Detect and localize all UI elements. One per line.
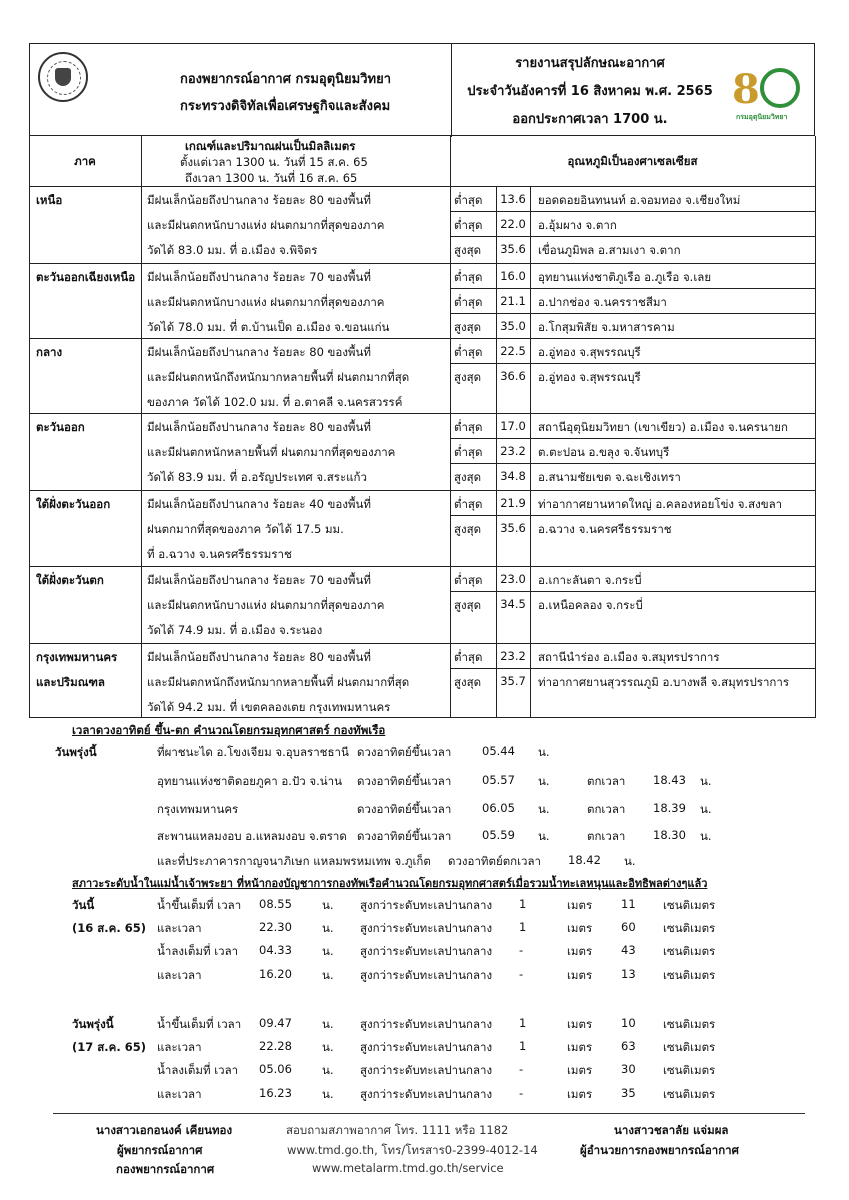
temp-value: 36.6 <box>500 369 526 383</box>
tide-time-unit: น. <box>322 1087 334 1101</box>
table-rule <box>29 717 816 718</box>
sun-place: อุทยานแห่งชาติดอยภูคา อ.ปัว จ.น่าน <box>157 774 342 788</box>
table-rule <box>450 236 815 237</box>
tide-desc: สูงกว่าระดับทะเลปานกลาง <box>360 898 493 912</box>
sun-last-time: 18.42 <box>568 853 601 867</box>
region-name: ใต้ฝั่งตะวันออก <box>36 497 111 511</box>
table-rule <box>450 463 815 464</box>
sun-rise-label: ดวงอาทิตย์ขึ้นเวลา <box>357 829 452 843</box>
table-rule <box>450 363 815 364</box>
sun-title: เวลาดวงอาทิตย์ ขึ้น-ตก คำนวณโดยกรมอุทกศาสตร์ กองทัพเรือ <box>72 723 386 737</box>
rain-description-line: ของภาค วัดได้ 102.0 มม. ที่ อ.ตาคลี จ.นครสวรรค์ <box>147 395 403 409</box>
tide-cm: 13 <box>621 967 636 981</box>
temp-place: อ.เกาะลันตา จ.กระบี่ <box>538 573 642 587</box>
tide-time-unit: น. <box>322 968 334 982</box>
temp-kind: ต่ำสุด <box>454 295 483 309</box>
contact-service-link[interactable]: www.metalarm.tmd.go.th/service <box>312 1161 504 1175</box>
temp-place: ท่าอากาศยานสุวรรณภูมิ อ.บางพลี จ.สมุทรปราการ <box>538 675 789 689</box>
temp-value: 35.6 <box>500 521 526 535</box>
temp-value: 21.9 <box>500 496 526 510</box>
sun-day-label: วันพรุ่งนี้ <box>55 745 97 759</box>
rain-description-line: ฝนตกมากที่สุดของภาค วัดได้ 17.5 มม. <box>147 522 344 536</box>
rain-description-line: และมีฝนตกหนักถึงหนักมากหลายพื้นที่ ฝนตกมากที่สุด <box>147 675 410 689</box>
temp-value: 23.2 <box>500 444 526 458</box>
sun-place: สะพานแหลมงอบ อ.แหลมงอบ จ.ตราด <box>157 829 347 843</box>
contact-phone: สอบถามสภาพอากาศ โทร. 1111 หรือ 1182 <box>286 1123 509 1137</box>
temp-kind: ต่ำสุด <box>454 650 483 664</box>
rain-description-line: และมีฝนตกหนักถึงหนักมากหลายพื้นที่ ฝนตกมากที่สุด <box>147 370 410 384</box>
director-name: นางสาวชลาลัย แจ่มผล <box>614 1123 729 1137</box>
tide-time-unit: น. <box>322 944 334 958</box>
sun-set-label: ตกเวลา <box>587 774 626 788</box>
table-rule <box>29 338 815 339</box>
table-rule <box>450 668 815 669</box>
tide-time-unit: น. <box>322 898 334 912</box>
logo-caption: กรมอุตุนิยมวิทยา <box>736 113 788 121</box>
sun-rise-time: 05.59 <box>482 828 515 842</box>
sun-last-unit: น. <box>624 854 636 868</box>
table-rule <box>450 211 815 212</box>
sun-unit: น. <box>538 802 550 816</box>
tide-time-unit: น. <box>322 1017 334 1031</box>
sun-set-time: 18.39 <box>653 801 686 815</box>
region-name-line2: และปริมณฑล <box>36 675 105 689</box>
temp-kind: ต่ำสุด <box>454 445 483 459</box>
sun-last-place: และที่ประภาคารกาญจนาภิเษก แหลมพรหมเทพ จ.ภูเก็ต <box>157 854 431 868</box>
table-rule <box>450 288 815 289</box>
header-rain-from: ตั้งแต่เวลา 1300 น. วันที่ 15 ส.ค. 65 <box>180 155 368 169</box>
rain-description-line: มีฝนเล็กน้อยถึงปานกลาง ร้อยละ 70 ของพื้นที่ <box>147 573 371 587</box>
org-line2: กระทรวงดิจิทัลเพื่อเศรษฐกิจและสังคม <box>180 99 391 114</box>
temp-kind: สูงสุด <box>454 470 482 484</box>
tide-desc: สูงกว่าระดับทะเลปานกลาง <box>360 921 493 935</box>
tide-time: 08.55 <box>259 897 292 911</box>
sun-set-time: 18.30 <box>653 828 686 842</box>
tide-cm: 60 <box>621 920 636 934</box>
temp-value: 34.5 <box>500 597 526 611</box>
sun-set-time: 18.43 <box>653 773 686 787</box>
rain-description-line: และมีฝนตกหนักบางแห่ง ฝนตกมากที่สุดของภาค <box>147 218 385 232</box>
tide-time-unit: น. <box>322 1063 334 1077</box>
temp-place: อ.โกสุมพิสัย จ.มหาสารคาม <box>538 320 675 334</box>
temp-place: อ.อู่ทอง จ.สุพรรณบุรี <box>538 370 641 384</box>
temp-place: อ.เหนือคลอง จ.กระบี่ <box>538 598 643 612</box>
table-rule <box>29 136 30 717</box>
tide-time-unit: น. <box>322 921 334 935</box>
region-name: กรุงเทพมหานคร <box>36 650 118 664</box>
temp-value: 34.8 <box>500 469 526 483</box>
sun-set-label: ตกเวลา <box>587 802 626 816</box>
tide-cm-unit: เซนติเมตร <box>663 944 716 958</box>
temp-kind: ต่ำสุด <box>454 218 483 232</box>
table-rule <box>29 263 815 264</box>
tide-time: 05.06 <box>259 1062 292 1076</box>
tide-label: และเวลา <box>157 1087 202 1101</box>
org-line1: กองพยากรณ์อากาศ กรมอุตุนิยมวิทยา <box>180 72 392 87</box>
tide-cm: 35 <box>621 1086 636 1100</box>
forecaster-dept: กองพยากรณ์อากาศ <box>116 1162 215 1176</box>
table-rule <box>450 136 451 717</box>
tide-time: 09.47 <box>259 1016 292 1030</box>
temp-value: 35.7 <box>500 674 526 688</box>
tide-cm: 43 <box>621 943 636 957</box>
tide-cm: 63 <box>621 1039 636 1053</box>
tide-cm: 30 <box>621 1062 636 1076</box>
tide-meters: - <box>519 1062 524 1076</box>
sun-rise-label: ดวงอาทิตย์ขึ้นเวลา <box>357 802 452 816</box>
tide-label: น้ำลงเต็มที่ เวลา <box>157 944 239 958</box>
temp-kind: ต่ำสุด <box>454 345 483 359</box>
tide-label: และเวลา <box>157 968 202 982</box>
table-rule <box>141 136 142 717</box>
region-name: ตะวันออกเฉียงเหนือ <box>36 270 136 284</box>
temp-value: 23.0 <box>500 572 526 586</box>
tide-meters-unit: เมตร <box>567 1017 593 1031</box>
tide-meters-unit: เมตร <box>567 1063 593 1077</box>
temp-kind: ต่ำสุด <box>454 420 483 434</box>
tide-desc: สูงกว่าระดับทะเลปานกลาง <box>360 944 493 958</box>
tide-label: น้ำขึ้นเต็มที่ เวลา <box>157 898 242 912</box>
tide-time: 22.30 <box>259 920 292 934</box>
rain-description-line: และมีฝนตกหนักบางแห่ง ฝนตกมากที่สุดของภาค <box>147 598 385 612</box>
temp-place: ท่าอากาศยานหาดใหญ่ อ.คลองหอยโข่ง จ.สงขลา <box>538 497 783 511</box>
tide-label: และเวลา <box>157 921 202 935</box>
tide-label: และเวลา <box>157 1040 202 1054</box>
tide-desc: สูงกว่าระดับทะเลปานกลาง <box>360 1017 493 1031</box>
region-name: กลาง <box>36 345 63 359</box>
table-rule <box>815 136 816 717</box>
sun-rise-label: ดวงอาทิตย์ขึ้นเวลา <box>357 774 452 788</box>
report-header <box>29 43 815 136</box>
header-rain-to: ถึงเวลา 1300 น. วันที่ 16 ส.ค. 65 <box>185 171 358 185</box>
region-name: ใต้ฝั่งตะวันตก <box>36 573 104 587</box>
temp-place: อุทยานแห่งชาติภูเรือ อ.ภูเรือ จ.เลย <box>538 270 712 284</box>
temp-place: อ.ฉวาง จ.นครศรีธรรมราช <box>538 522 672 536</box>
temp-value: 23.2 <box>500 649 526 663</box>
tide-label: น้ำขึ้นเต็มที่ เวลา <box>157 1017 242 1031</box>
tide-meters-unit: เมตร <box>567 944 593 958</box>
tide-cm: 10 <box>621 1016 636 1030</box>
tide-meters: 1 <box>519 897 527 911</box>
tmd-seal-icon <box>38 52 88 102</box>
tide-meters: 1 <box>519 920 527 934</box>
tide-meters-unit: เมตร <box>567 1087 593 1101</box>
sun-unit: น. <box>538 829 550 843</box>
table-rule <box>450 591 815 592</box>
temp-kind: สูงสุด <box>454 522 482 536</box>
sun-rise-label: ดวงอาทิตย์ขึ้นเวลา <box>357 745 452 759</box>
tide-cm-unit: เซนติเมตร <box>663 1017 716 1031</box>
temp-value: 21.1 <box>500 294 526 308</box>
rain-description-line: มีฝนเล็กน้อยถึงปานกลาง ร้อยละ 80 ของพื้นที่ <box>147 193 371 207</box>
sun-unit: น. <box>538 774 550 788</box>
sun-last-label: ดวงอาทิตย์ตกเวลา <box>448 854 542 868</box>
tide-desc: สูงกว่าระดับทะเลปานกลาง <box>360 1063 493 1077</box>
tide-meters: - <box>519 943 524 957</box>
tide-time: 22.28 <box>259 1039 292 1053</box>
temp-value: 17.0 <box>500 419 526 433</box>
report-date: ประจำวันอังคารที่ 16 สิงหาคม พ.ศ. 2565 <box>467 84 713 99</box>
temp-kind: ต่ำสุด <box>454 270 483 284</box>
tide-meters-unit: เมตร <box>567 968 593 982</box>
temp-place: อ.สนามชัยเขต จ.ฉะเชิงเทรา <box>538 470 681 484</box>
rain-description-line: วัดได้ 78.0 มม. ที่ ต.บ้านเป็ด อ.เมือง จ.ขอนแก่น <box>147 320 390 334</box>
tmd-80th-anniversary-logo-icon: 8 กรมอุตุนิยมวิทยา <box>730 66 810 124</box>
table-rule <box>29 566 815 567</box>
temp-value: 22.5 <box>500 344 526 358</box>
rain-description-line: มีฝนเล็กน้อยถึงปานกลาง ร้อยละ 80 ของพื้นที่ <box>147 345 371 359</box>
temp-value: 16.0 <box>500 269 526 283</box>
rain-description-line: มีฝนเล็กน้อยถึงปานกลาง ร้อยละ 40 ของพื้นที่ <box>147 497 371 511</box>
rain-description-line: และมีฝนตกหนักบางแห่ง ฝนตกมากที่สุดของภาค <box>147 295 385 309</box>
tide-meters: - <box>519 967 524 981</box>
contact-website[interactable]: www.tmd.go.th, โทร/โทรสาร0-2399-4012-14 <box>287 1143 538 1157</box>
tide-cm-unit: เซนติเมตร <box>663 898 716 912</box>
tide-cm-unit: เซนติเมตร <box>663 921 716 935</box>
temp-kind: ต่ำสุด <box>454 193 483 207</box>
header-region: ภาค <box>74 154 96 168</box>
temp-place: สถานีนำร่อง อ.เมือง จ.สมุทรปราการ <box>538 650 720 664</box>
tide-date: (17 ส.ค. 65) <box>72 1040 146 1054</box>
tide-cm-unit: เซนติเมตร <box>663 1087 716 1101</box>
rain-description-line: มีฝนเล็กน้อยถึงปานกลาง ร้อยละ 80 ของพื้นที่ <box>147 650 371 664</box>
tide-cm: 11 <box>621 897 636 911</box>
tide-meters-unit: เมตร <box>567 898 593 912</box>
table-rule <box>29 643 815 644</box>
tide-meters: 1 <box>519 1016 527 1030</box>
sun-rise-time: 05.57 <box>482 773 515 787</box>
tide-cm-unit: เซนติเมตร <box>663 1063 716 1077</box>
region-name: เหนือ <box>36 193 63 207</box>
temp-value: 22.0 <box>500 217 526 231</box>
tide-day: วันพรุ่งนี้ <box>72 1017 114 1031</box>
temp-place: อ.ปากช่อง จ.นครราชสีมา <box>538 295 667 309</box>
table-rule <box>450 438 815 439</box>
temp-kind: ต่ำสุด <box>454 497 483 511</box>
director-role: ผู้อำนวยการกองพยากรณ์อากาศ <box>580 1143 739 1157</box>
report-title: รายงานสรุปลักษณะอากาศ <box>515 56 665 71</box>
rain-description-line: วัดได้ 83.0 มม. ที่ อ.เมือง จ.พิจิตร <box>147 243 318 257</box>
temp-kind: สูงสุด <box>454 370 482 384</box>
table-rule <box>450 313 815 314</box>
temp-place: อ.อุ้มผาง จ.ตาก <box>538 218 617 232</box>
temp-value: 35.0 <box>500 319 526 333</box>
tide-label: น้ำลงเต็มที่ เวลา <box>157 1063 239 1077</box>
rain-description-line: วัดได้ 94.2 มม. ที่ เขตคลองเตย กรุงเทพมหานคร <box>147 700 391 714</box>
temp-kind: ต่ำสุด <box>454 573 483 587</box>
tide-date: (16 ส.ค. 65) <box>72 921 146 935</box>
table-rule <box>29 490 815 491</box>
tide-time-unit: น. <box>322 1040 334 1054</box>
sun-unit: น. <box>700 774 712 788</box>
table-rule <box>29 186 815 187</box>
rain-description-line: มีฝนเล็กน้อยถึงปานกลาง ร้อยละ 80 ของพื้นที่ <box>147 420 371 434</box>
table-rule <box>450 515 815 516</box>
temp-value: 35.6 <box>500 242 526 256</box>
tide-time: 16.20 <box>259 967 292 981</box>
sun-unit: น. <box>700 829 712 843</box>
header-temp: อุณหภูมิเป็นองศาเซลเซียส <box>567 154 698 168</box>
table-rule <box>29 413 815 414</box>
forecaster-name: นางสาวเอกอนงค์ เคียนทอง <box>96 1123 233 1137</box>
tide-meters-unit: เมตร <box>567 921 593 935</box>
tide-desc: สูงกว่าระดับทะเลปานกลาง <box>360 968 493 982</box>
temp-place: สถานีอุตุนิยมวิทยา (เขาเขียว) อ.เมือง จ.นครนายก <box>538 420 789 434</box>
temp-kind: สูงสุด <box>454 320 482 334</box>
temp-place: ต.ตะปอน อ.ขลุง จ.จันทบุรี <box>538 445 670 459</box>
temp-place: ยอดดอยอินทนนท์ อ.จอมทอง จ.เชียงใหม่ <box>538 193 741 207</box>
rain-description-line: วัดได้ 74.9 มม. ที่ อ.เมือง จ.ระนอง <box>147 623 323 637</box>
rain-description-line: ที่ อ.ฉวาง จ.นครศรีธรรมราช <box>147 547 292 561</box>
rain-description-line: วัดได้ 83.9 มม. ที่ อ.อรัญประเทศ จ.สระแก้ว <box>147 470 367 484</box>
tide-meters-unit: เมตร <box>567 1040 593 1054</box>
rain-description-line: มีฝนเล็กน้อยถึงปานกลาง ร้อยละ 70 ของพื้นที่ <box>147 270 371 284</box>
temp-kind: สูงสุด <box>454 243 482 257</box>
tide-meters: 1 <box>519 1039 527 1053</box>
sun-unit: น. <box>700 802 712 816</box>
report-time: ออกประกาศเวลา 1700 น. <box>512 112 668 127</box>
tide-cm-unit: เซนติเมตร <box>663 968 716 982</box>
tide-time: 04.33 <box>259 943 292 957</box>
table-rule <box>496 186 497 717</box>
sun-set-label: ตกเวลา <box>587 829 626 843</box>
rain-description-line: และมีฝนตกหนักหลายพื้นที่ ฝนตกมากที่สุดของภาค <box>147 445 396 459</box>
tide-meters: - <box>519 1086 524 1100</box>
temp-place: อ.อู่ทอง จ.สุพรรณบุรี <box>538 345 641 359</box>
header-rain-title: เกณฑ์และปริมาณฝนเป็นมิลลิเมตร <box>185 139 356 153</box>
forecaster-role: ผู้พยากรณ์อากาศ <box>117 1143 203 1157</box>
tide-desc: สูงกว่าระดับทะเลปานกลาง <box>360 1087 493 1101</box>
temp-kind: สูงสุด <box>454 675 482 689</box>
tide-time: 16.23 <box>259 1086 292 1100</box>
tide-cm-unit: เซนติเมตร <box>663 1040 716 1054</box>
sun-place: ที่ผาชนะได อ.โขงเจียม จ.อุบลราชธานี <box>157 745 349 759</box>
temp-place: เขื่อนภูมิพล อ.สามเงา จ.ตาก <box>538 243 681 257</box>
tide-day: วันนี้ <box>72 898 95 912</box>
table-rule <box>530 186 531 717</box>
temp-value: 13.6 <box>500 192 526 206</box>
temp-kind: สูงสุด <box>454 598 482 612</box>
sun-rise-time: 05.44 <box>482 744 515 758</box>
sun-rise-time: 06.05 <box>482 801 515 815</box>
tide-title: สภาวะระดับน้ำในแม่น้ำเจ้าพระยา ที่หน้ากองบัญชาการกองทัพเรือคำนวณโดยกรมอุทกศาสตร์เมื่อรวมน้ำทะเลหนุนและอิทธิพลต่างๆแล้ว <box>72 877 708 890</box>
tide-desc: สูงกว่าระดับทะเลปานกลาง <box>360 1040 493 1054</box>
sun-unit: น. <box>538 745 550 759</box>
sun-place: กรุงเทพมหานคร <box>157 802 239 816</box>
region-name: ตะวันออก <box>36 420 85 434</box>
